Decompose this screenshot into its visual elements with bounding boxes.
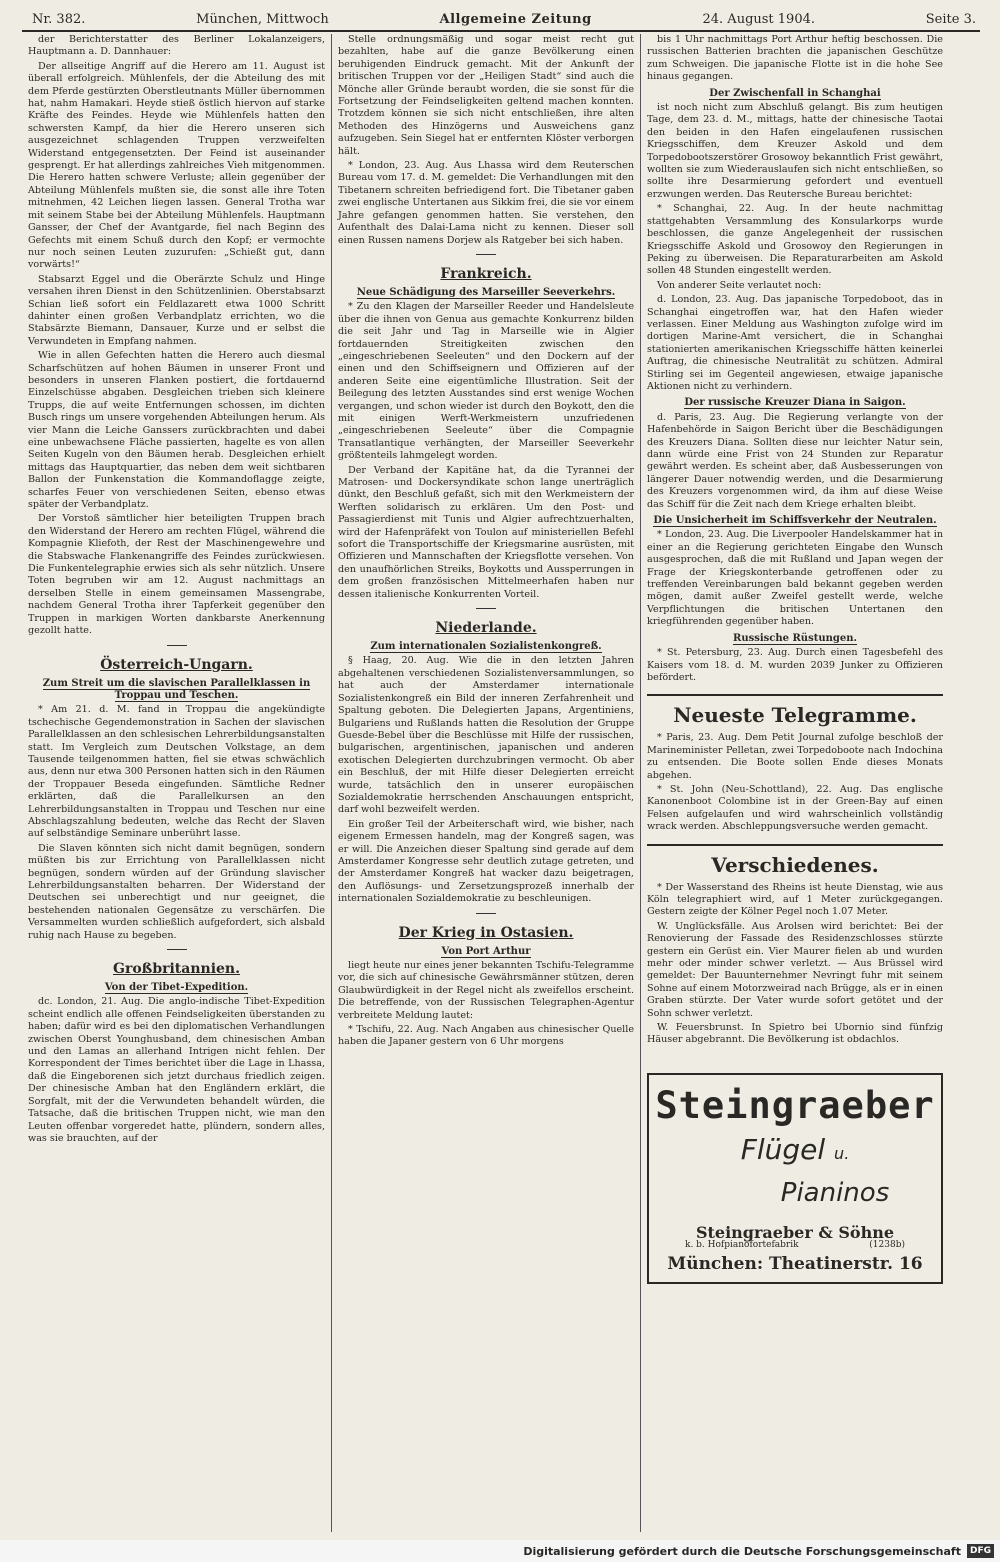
ad-address: München: Theatinerstr. 16 xyxy=(667,1253,923,1274)
section-divider xyxy=(338,251,634,259)
paragraph: Stabsarzt Eggel und die Oberärzte Schulz und Hinge versahen ihren Dienst in den Schützenlinien. Oberstabsarzt Schian ließ sofort ein Feldlazarett etwa 1000 Schritt dahinter einen großen Verbandplatz errichten, wo die Stabsärzte Biemann, Dansauer, Kurze und er selbst die Verwundeten in Empfang nahmen. xyxy=(28,273,325,347)
article-heading: Zum internationalen Sozialistenkongreß. xyxy=(370,641,602,653)
page-number: Seite 3. xyxy=(925,12,976,27)
footer-text: Digitalisierung gefördert durch die Deutsche Forschungsgemeinschaft xyxy=(523,1544,961,1558)
ad-subline: k. b. Hofpianofortefabrik (1238b) xyxy=(685,1240,905,1251)
paragraph: dc. London, 21. Aug. Die anglo-indische Tibet-Expedition scheint endlich alle offenen Feindseligkeiten überstanden zu haben; dafür wird es bei den diplomatischen Verhandlungen zwischen Oberst Younghusband, dem chinesischen Amban und den Lamas an allerhand Intrigen nicht fehlen. Der Korrespondent der Times berichtet über die Lage in Lhassa, daß die Eingeborenen sich jetzt durchaus friedlich zeigen. Der chinesische Amban hat den Engländern erklärt, die Sorgfalt, mit der die Verwundeten behandelt würden, die Tatsache, daß die britischen Truppen nicht, wie man den Leuten offenbar vorgeredet hatte, plündern, sondern alles, was sie brauchten, auf der xyxy=(28,996,325,1144)
paragraph: Stelle ordnungsmäßig und sogar meist recht gut bezahlten, habe auf die ganze Bevölkerung einen beruhigenden Eindruck gemacht. Mit der Ankunft der britischen Truppen vor der „Heiligen Stadt“ sind auch die Mönche aller Gründe beraubt worden, die sie sonst für die Fortsetzung der Feindseligkeiten geltend machen konnten. Trotzdem können sie sich nicht entschließen, ihre alten Methoden des Hinzögerns und Ausweichens ganz aufzugeben. Sein Siegel hat er entfernten Klöster verborgen hält. xyxy=(338,34,634,157)
paragraph: Der allseitige Angriff auf die Herero am 11. August ist überall erfolgreich. Mühlenfels, der die Abteilung des mit dem Pferde gestürzten Oberstleutnants Müller übernommen hat, nahm Hamakari. Heyde stieß östlich hiervon auf starke Kräfte des Feindes. Heyde wie Mühlenfels hatten den schwersten Kampf, da hier die Herero unseren sich ausgezeichnet schlagenden Truppen verzweifelten Widerstand entgegensetzten. Der Feind ist auseinander gesprengt. Er hat allerdings zahlreiches Vieh mitgenommen. Die Herero hatten schwere Verluste; allein gegenüber der Abteilung Mühlenfels mußten sie, die sonst alle ihre Toten mitnehmen, 42 Leichen liegen lassen. General Trotha war mit seinem Stabe bei der Abteilung Mühlenfels. Hauptmann Gansser, der Chef der Avantgarde, fiel nach Beginn des Gefechts mit einem Schuß durch den Kopf; er vermochte nur noch seinen Leuten zuzurufen: „Schießt gut, dann vorwärts!“ xyxy=(28,60,325,271)
paragraph: W. Unglücksfälle. Aus Arolsen wird berichtet: Bei der Renovierung der Fassade des Residenzschlosses stürzte gestern ein Gerüst ein. Vier Maurer fielen ab und wurden mehr oder minder schwer verletzt. — Aus Brüssel wird gemeldet: Der Bauunternehmer Nevringt fuhr mit seinem Sohne auf einem Motorzweirad nach Brügge, als er in einen Graben stürzte. Der Vater wurde sofort getötet und der Sohn schwer verletzt. xyxy=(647,920,943,1019)
section-divider xyxy=(338,910,634,918)
paragraph: * London, 23. Aug. Aus Lhassa wird dem Reuterschen Bureau vom 17. d. M. gemeldet: Die Verhandlungen mit den Tibetanern schreiten befriedigend fort. Die Tibetaner gaben zwei englische Untertanen aus Sikkim frei, die sie vor einem Jahre gefangen genommen hatten. Sie verstehen, den Aufenthalt des Dalai-Lama nicht zu kennen. Dieser soll einen Russen namens Dorjew als Ratgeber bei sich haben. xyxy=(338,160,634,246)
section-heading-large: Neueste Telegramme. xyxy=(647,694,943,728)
section-divider xyxy=(28,642,325,650)
section-heading: Der Krieg in Ostasien. xyxy=(398,924,574,941)
article-heading: Der russische Kreuzer Diana in Saigon. xyxy=(684,397,906,409)
paragraph: Die Slaven könnten sich nicht damit begnügen, sondern müßten bis zur Errichtung von Parallelklassen nicht begnügen, sondern würden auf der Gründung slavischer Lehrerbildungsanstalten beharren. Der Widerstand der Deutschen sei unberechtigt und nur geeignet, die bestehenden nationalen Gegensätze zu verschärfen. Die Versammelten wurden schließlich aufgefordert, sich alsbald ruhig nach Hause zu begeben. xyxy=(28,842,325,941)
section-heading: Großbritannien. xyxy=(113,961,240,978)
paragraph: * Der Wasserstand des Rheins ist heute Dienstag, wie aus Köln telegraphiert wird, auf 1 Meter zurückgegangen. Gestern zeigte der Kölner Pegel noch 1.07 Meter. xyxy=(647,881,943,918)
paragraph: * Tschifu, 22. Aug. Nach Angaben aus chinesischer Quelle haben die Japaner gestern von 6 Uhr morgens xyxy=(338,1024,634,1048)
columns xyxy=(22,34,980,1532)
newspaper-title: Allgemeine Zeitung xyxy=(439,12,592,27)
article-heading: Zum Streit um die slavischen Parallelklassen in Troppau und Teschen. xyxy=(42,677,311,701)
newspaper-page xyxy=(22,12,980,1532)
digitization-footer xyxy=(0,1540,1000,1562)
section-heading: Niederlande. xyxy=(435,620,537,637)
paragraph: * St. John (Neu-Schottland), 22. Aug. Das englische Kanonenboot Colombine ist in der Green-Bay auf einen Felsen aufgelaufen und wird wahrscheinlich vollständig wrack werden. Abschleppungsversuche werden gemacht. xyxy=(647,783,943,833)
paragraph: liegt heute nur eines jener bekannten Tschifu-Telegramme vor, die sich auf chinesische Gewährsmänner stützen, deren Glaubwürdigkeit in der Regel nicht als zweifellos erscheint. Die betreffende, von der Russischen Telegraphen-Agentur verbreitete Meldung lautet: xyxy=(338,960,634,1021)
piano-advertisement xyxy=(647,1073,943,1284)
paragraph: * Schanghai, 22. Aug. In der heute nachmittag stattgehabten Versammlung des Konsularkorps wurde beschlossen, die ganze Angelegenheit der russischen Kriegsschiffe Askold und Grosowoy den Regierungen in Peking zu überweisen. Die Reparaturarbeiten am Askold sollen 48 Stunden eingestellt werden. xyxy=(647,203,943,277)
article-heading: Von Port Arthur xyxy=(441,945,531,957)
issue-date: 24. August 1904. xyxy=(702,12,816,27)
issue-number: Nr. 382. xyxy=(32,12,86,27)
paragraph: § Haag, 20. Aug. Wie die in den letzten Jahren abgehaltenen verschiedenen Sozialistenversammlungen, so hat auch der Amsterdamer internationale Sozialistenkongreß ein Bild der inneren Zerfahrenheit und Spaltung geboten. Die Delegierten Japans, Argentiniens, Bulgariens und Rußlands hatten die Resolution der Gruppe Guesde-Bebel über die Beschlüsse mit Hilfe der russischen, bulgarischen, argentinischen, japanischen und anderen exotischen Delegierten durchzubringen vermocht. Ob aber ein Beschluß, der mit Hilfe dieser Delegierten erreicht wurde, tatsächlich den in unserer europäischen Sozialdemokratie herrschenden Anschauungen entspricht, darf wohl bezweifelt werden. xyxy=(338,655,634,816)
section-heading: Frankreich. xyxy=(440,265,532,282)
ad-product-pianinos: Pianinos xyxy=(780,1177,890,1208)
ad-product-line: Flügel u. xyxy=(740,1132,850,1166)
section-divider xyxy=(28,946,325,954)
paragraph: Der Verband der Kapitäne hat, da die Tyrannei der Matrosen- und Dockersyndikate schon lange unerträglich dünkt, den Beschluß gefaßt, sich mit den Werkmeistern der Werften solidarisch zu erklären. Um den Post- und Passagierdienst mit Tunis und Algier aufrechtzuerhalten, wird der Hafenpräfekt von Toulon auf ministeriellen Befehl sofort die Transportschiffe der Kriegsmarine ausrüsten, mit Offizieren und Mannschaften der Kriegsflotte versehen. Von den unaufhörlichen Streiks, Boykotts und Aussperrungen in dem großen französischen Mittelmeerhafen haben nur dessen italienische Konkurrenten Vorteil. xyxy=(338,464,634,600)
paragraph: ist noch nicht zum Abschluß gelangt. Bis zum heutigen Tage, dem 23. d. M., mittags, hatte der chinesische Taotai den beiden in den Hafen eingelaufenen russischen Kriegsschiffen, dem Kreuzer Askold und dem Torpedobootszerstörer Grosowoy bekanntlich Frist gewährt, wollten sie zum Wiederauslaufen sich nicht entschließen, so sollte ihre Desarmierung gefordert und eventuell erzwungen werden. Das Reutersche Bureau berichtet: xyxy=(647,102,943,200)
column-3 xyxy=(640,34,949,1532)
article-heading: Russische Rüstungen. xyxy=(733,632,857,644)
article-heading: Neue Schädigung des Marseiller Seeverkehrs. xyxy=(356,286,616,298)
column-1 xyxy=(22,34,331,1532)
paragraph: Der Vorstoß sämtlicher hier beteiligten Truppen brach den Widerstand der Herero am rechten Flügel, während die Kompagnie Kliefoth, der Rest der Maschinengewehre und die Stabswache Flankenangriffe des Feindes zurückwiesen. Die Funkentelegraphie erwies sich als sehr nützlich. Unsere Toten begruben wir am 12. August nachmittags an derselben Stelle in einem gemeinsamen Massengrabe, nachdem General Trotha ihrer Tapferkeit gegenüber den Truppen in markigen Worten dankbarste Anerkennung gezollt hatte. xyxy=(28,513,325,637)
paragraph: Ein großer Teil der Arbeiterschaft wird, wie bisher, nach eigenem Ermessen handeln, mag der Kongreß sagen, was er will. Die Anzeichen dieser Spaltung sind gerade auf dem Amsterdamer Kongresse sehr deutlich zutage getreten, und der Amsterdamer Kongreß hat wacker dazu beigetragen, den Auflösungs- und Zersetzungsprozeß innerhalb der internationalen Sozialdemokratie zu beschleunigen. xyxy=(338,818,634,905)
column-2 xyxy=(331,34,640,1532)
section-divider xyxy=(338,605,634,613)
paragraph: W. Feuersbrunst. In Spietro bei Ubornio sind fünfzig Häuser abgebrannt. Die Bevölkerung ist obdachlos. xyxy=(647,1022,943,1046)
paragraph: der Berichterstatter des Berliner Lokalanzeigers, Hauptmann a. D. Dannhauer: xyxy=(28,34,325,58)
paragraph: d. London, 23. Aug. Das japanische Torpedoboot, das in Schanghai eingetroffen war, hat den Hafen wieder verlassen. Einer Meldung aus Washington zufolge wird im dortigen Marine-Amt versichert, die in Schanghai stationierten amerikanischen Kriegsschiffe hätten keinerlei Auftrag, die chinesische Neutralität zu schützen. Admiral Stirling sei im Gegenteil angewiesen, etwaige japanische Aktionen nicht zu verhindern. xyxy=(647,294,943,392)
place-day: München, Mittwoch xyxy=(196,12,329,27)
paragraph: * Am 21. d. M. fand in Troppau die angekündigte tschechische Gegendemonstration in Sachen der slavischen Parallelklassen an den schlesischen Lehrerbildungsanstalten statt. Im Vergleich zum Deutschen Volkstage, an dem Tausende teilgenommen hatten, fiel sie etwas schwächlich aus, denn nur etwa 300 Personen hatten sich in den Räumen der Troppauer Beseda eingefunden. Sämtliche Redner erklärten, daß die Parallelkursen an den Lehrerbildungsanstalten in Troppau und Teschen nur eine Abschlagszahlung bedeuten, welche das Recht der Slaven auf selbständige Seminare unberührt lasse. xyxy=(28,704,325,840)
paragraph: bis 1 Uhr nachmittags Port Arthur heftig beschossen. Die russischen Batterien brachten die japanischen Geschütze zum Schweigen. Die japanische Flotte ist in die hohe See hinaus gegangen. xyxy=(647,34,943,83)
paragraph: d. Paris, 23. Aug. Die Regierung verlangte von der Hafenbehörde in Saigon Bericht über die Beschädigungen des Kreuzers Diana. Sollten diese nur leichter Natur sein, dann würde eine Frist von 24 Stunden zur Reparatur gewährt werden. Es scheint aber, daß Ausbesserungen von längerer Dauer notwendig werden, und die Desarmierung des Kreuzers vorgenommen wird, da ihm auf diese Weise das Schiff für die Zeit nach dem Kriege erhalten bleibt. xyxy=(647,411,943,510)
ad-brand: Steingraeber xyxy=(655,1083,935,1127)
article-heading: Von der Tibet-Expedition. xyxy=(104,982,249,994)
ad-maker: Steingraeber & Söhne xyxy=(695,1222,895,1242)
paragraph: * St. Petersburg, 23. Aug. Durch einen Tagesbefehl des Kaisers vom 18. d. M. wurden 2039 Junker zu Offizieren befördert. xyxy=(647,647,943,683)
paragraph: Wie in allen Gefechten hatten die Herero auch diesmal Scharfschützen auf hohen Bäumen in unserer Front und besonders in unseren Flanken postiert, die fortdauernd Einzelschüsse abgaben. Desgleichen trieben sich kleinere Trupps, die auf weite Entfernungen schossen, im dichten Busch rings um unsere vorgehenden Abteilungen herum. Als vier Mann die Leiche Ganssers zurückbrachten und dabei eine unbewachsene Fläche passierten, hagelte es von allen Seiten Kugeln von den Bäumen herab. Desgleichen erhielt mittags das Hauptquartier, das neben dem weit sichtbaren Ballon der Funkenstation die Kommandoflagge zeigte, scharfes Feuer von verschiedenen Seiten, ebenso etwas später der Verbandplatz. xyxy=(28,350,325,511)
section-heading: Österreich-Ungarn. xyxy=(100,656,253,673)
paragraph: * Zu den Klagen der Marseiller Reeder und Handelsleute über die ihnen von Genua aus gemachte Konkurrenz bilden die seit Jahr und Tag in Marseille wie in Algier fortdauernden Streitigkeiten zwischen den „eingeschriebenen Seeleuten“ und den Dockern auf der einen und den Schiffseignern und Offizieren auf der anderen Seite eine eigentümliche Illustration. Seit der Beilegung des letzten Ausstandes sind erst wenige Wochen vergangen, und schon wieder ist durch den Boykott, den die mit einigen Werft-Werkmeistern unzufriedenen „eingeschriebenen Seeleute“ über die Compagnie Transatlantique verhängten, der Marseiller Seeverkehr größtenteils lahmgelegt worden. xyxy=(338,301,634,462)
section-heading-large: Verschiedenes. xyxy=(647,844,943,878)
dfg-logo-icon: DFG xyxy=(967,1544,994,1558)
page-header xyxy=(22,12,980,32)
article-heading: Der Zwischenfall in Schanghai xyxy=(709,87,881,99)
paragraph: Von anderer Seite verlautet noch: xyxy=(657,279,822,291)
paragraph: * Paris, 23. Aug. Dem Petit Journal zufolge beschloß der Marineminister Pelletan, zwei Torpedoboote nach Indochina zu entsenden. Die Boote sollen Ende dieses Monats abgehen. xyxy=(647,732,943,781)
paragraph: * London, 23. Aug. Die Liverpooler Handelskammer hat in einer an die Regierung gerichteten Eingabe den Wunsch ausgesprochen, daß die mit Rußland und Japan wegen der Frage der Kriegskonterbande getroffenen oder zu treffenden Vereinbarungen bald bekannt gegeben werden mögen, damit außer Zweifel gestellt werde, welche Verpflichtungen die britischen Untertanen den kriegführenden gegenüber haben. xyxy=(647,529,943,628)
article-heading: Die Unsicherheit im Schiffsverkehr der Neutralen. xyxy=(653,515,937,527)
